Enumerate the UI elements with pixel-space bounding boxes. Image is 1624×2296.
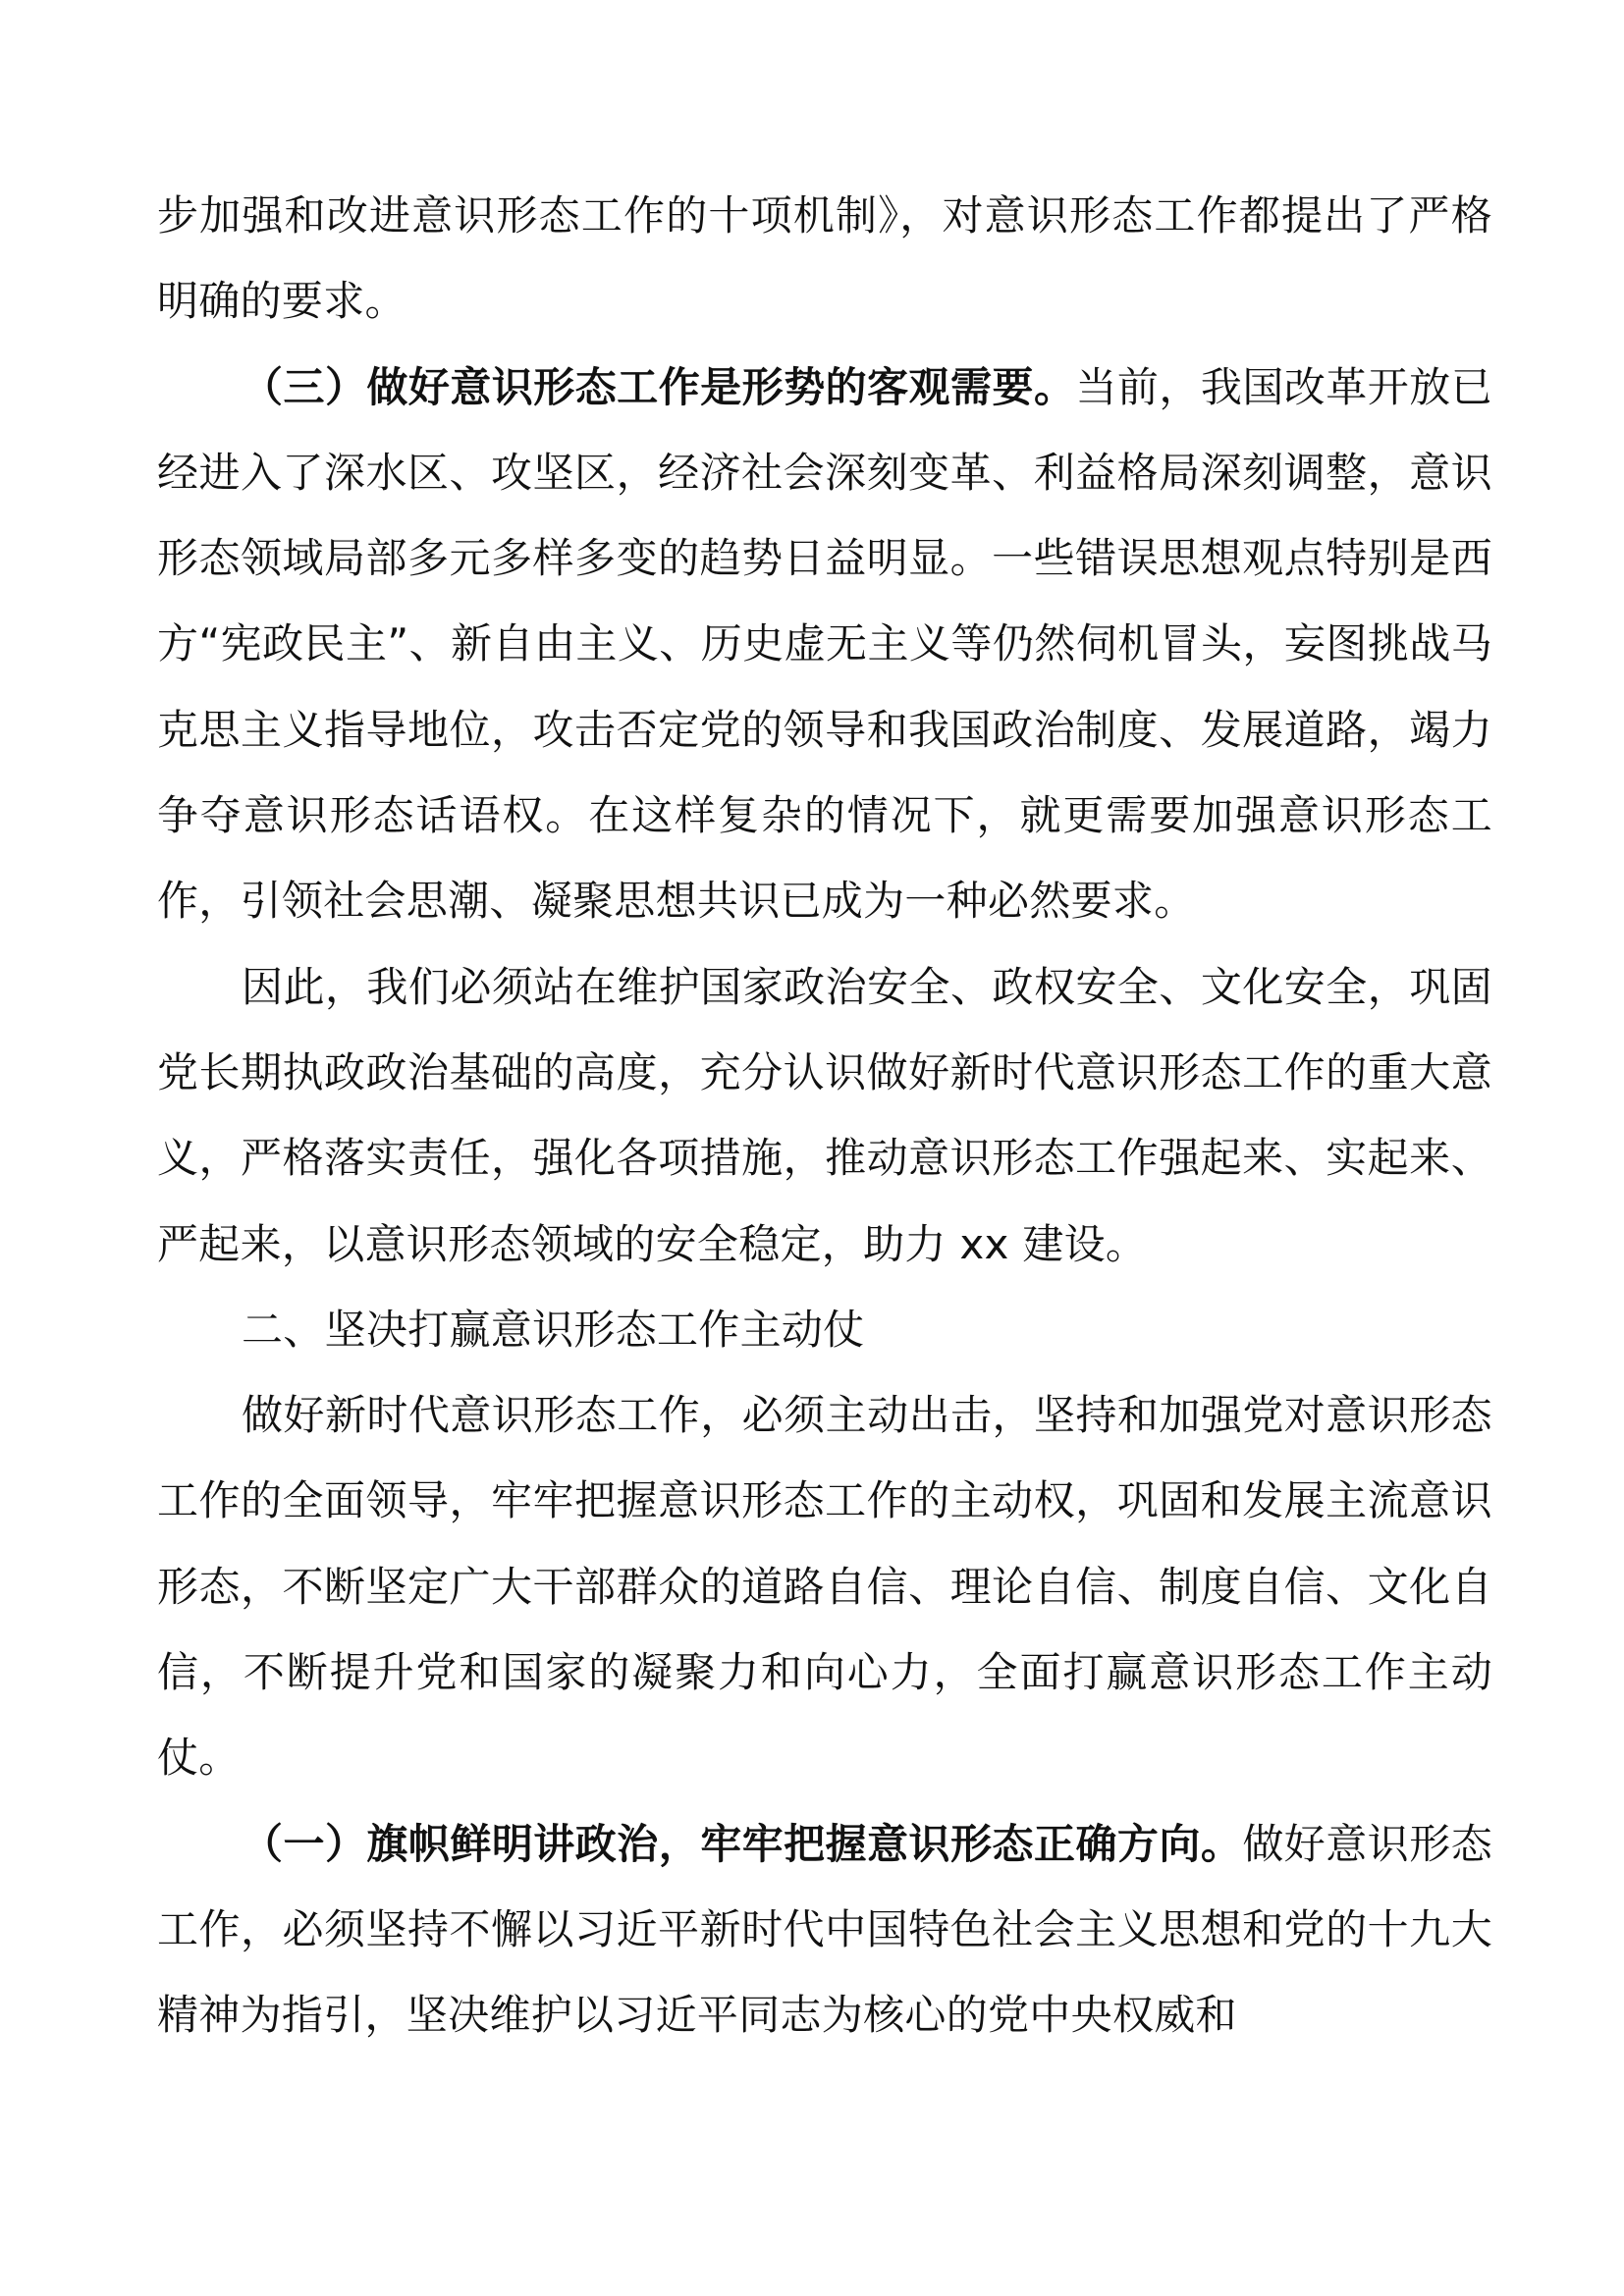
paragraph-1 bbox=[157, 173, 1492, 345]
paragraph-text: 做好新时代意识形态工作，必须主动出击，坚持和加强党对意识形态工作的全面领导，牢牢把握意识形态工作的主动权，巩固和发展主流意识形态，不断坚定广大干部群众的道路自信、理论自信、制度自信、文化自信，不断提升党和国家的凝聚力和向心力，全面打赢意识形态工作主动仗。 bbox=[157, 1391, 1492, 1783]
section-heading-text: 二、坚决打赢意识形态工作主动仗 bbox=[242, 1305, 865, 1354]
paragraph-text: 步加强和改进意识形态工作的十项机制》，对意识形态工作都提出了严格明确的要求。 bbox=[157, 191, 1492, 326]
paragraph-text: 当前，我国改革开放已经进入了深水区、攻坚区，经济社会深刻变革、利益格局深刻调整，意识形态领域局部多元多样多变的趋势日益明显。一些错误思想观点特别是西方“宪政民主”、新自由主义、历史虚无主义等仍然伺机冒头，妄图挑战马克思主义指导地位，攻击否定党的领导和我国政治制度、发展道路，竭力争夺意识形态话语权。在这样复杂的情况下，就更需要加强意识形态工作，引领社会思潮、凝聚思想共识已成为一种必然要求。 bbox=[157, 362, 1492, 926]
paragraph-3 bbox=[157, 944, 1492, 1287]
paragraph-text: 因此，我们必须站在维护国家政治安全、政权安全、文化安全，巩固党长期执政政治基础的高度，充分认识做好新时代意识形态工作的重大意义，严格落实责任，强化各项措施，推动意识形态工作强起来、实起来、严起来，以意识形态领域的安全稳定，助力 xx 建设。 bbox=[157, 962, 1492, 1268]
paragraph-text: 做好意识形态工作，必须坚持不懈以习近平新时代中国特色社会主义思想和党的十九大精神为指引，坚决维护以习近平同志为核心的党中央权威和 bbox=[157, 1819, 1492, 2040]
paragraph-2 bbox=[157, 345, 1492, 944]
paragraph-heading-bold: （一）旗帜鲜明讲政治，牢牢把握意识形态正确方向。 bbox=[242, 1819, 1243, 1868]
section-heading bbox=[157, 1287, 1492, 1372]
paragraph-heading-bold: （三）做好意识形态工作是形势的客观需要。 bbox=[242, 362, 1076, 411]
document-body bbox=[157, 173, 1492, 2058]
paragraph-5 bbox=[157, 1372, 1492, 1800]
paragraph-6 bbox=[157, 1801, 1492, 2058]
